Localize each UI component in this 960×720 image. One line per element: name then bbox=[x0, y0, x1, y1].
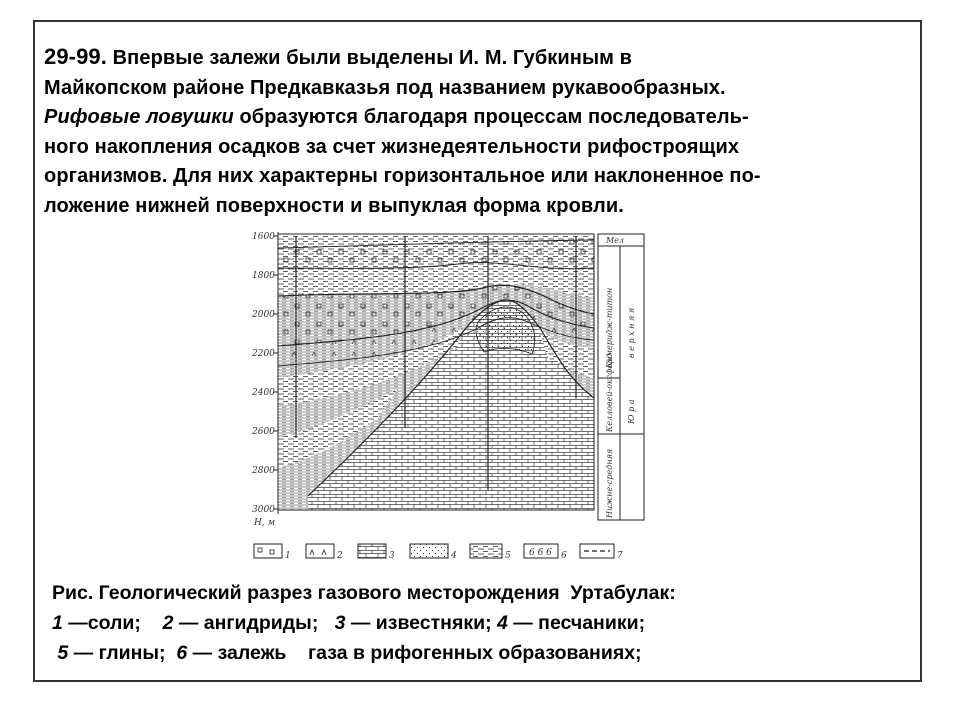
stratigraphic-column bbox=[598, 234, 644, 520]
strat-callov-label: Келловей-оксфорд bbox=[605, 353, 614, 432]
figure-legend bbox=[254, 544, 623, 561]
caption-line-2: 1 —соли; 2 — ангидриды; 3 — известняки; 4 — песчаники; bbox=[52, 612, 646, 634]
legend-number: 3 bbox=[389, 551, 395, 561]
section-number: 29-99. bbox=[44, 44, 107, 69]
intro-line-1: 29-99. Впервые залежи были выделены И. М. Губкиным в bbox=[44, 44, 633, 69]
figure-caption bbox=[52, 578, 892, 668]
geologic-section-drawing bbox=[248, 228, 648, 564]
depth-tick-label: 2200 bbox=[252, 349, 275, 359]
section-body bbox=[278, 234, 594, 510]
legend-number: 7 bbox=[617, 551, 623, 561]
caption-title: Рис. Геологический разрез газового месторождения Уртабулак: bbox=[52, 582, 676, 604]
depth-tick-label: 1800 bbox=[252, 271, 275, 281]
depth-tick-label: 2000 bbox=[252, 310, 275, 320]
legend-number: 5 bbox=[505, 551, 511, 561]
caption-line-3: 5 — глины; 6 — залежь газа в рифогенных образованиях; bbox=[52, 642, 642, 664]
depth-tick-label: 2800 bbox=[252, 466, 275, 476]
strat-upper-label: в е р х н я я bbox=[627, 307, 636, 358]
intro-line-5: организмов. Для них характерны горизонтальное или наклоненное по- bbox=[44, 165, 761, 187]
strat-middle-label: Нижне-средняя bbox=[605, 448, 614, 518]
intro-line-2: Майкопском районе Предкавказья под названием рукавообразных. bbox=[44, 76, 726, 99]
legend-number: 1 bbox=[285, 551, 291, 561]
strat-top-label: Мел bbox=[606, 236, 625, 245]
depth-axis bbox=[251, 232, 278, 528]
legend-number: 4 bbox=[451, 551, 457, 561]
intro-paragraph bbox=[44, 42, 894, 221]
depth-tick-label: 1600 bbox=[252, 232, 275, 242]
intro-line-3: Рифовые ловушки образуются благодаря процессам последователь- bbox=[44, 106, 749, 128]
intro-line-6: ложение нижней поверхности и выпуклая форма кровли. bbox=[44, 194, 624, 217]
depth-unit-label: Н, м bbox=[254, 518, 276, 528]
strat-jura-label: Ю р а bbox=[627, 399, 636, 424]
depth-tick-label: 2400 bbox=[252, 388, 275, 398]
strat-kimeridge-label: Кимеридж-титон bbox=[605, 287, 614, 368]
geologic-section-figure bbox=[248, 228, 648, 564]
depth-tick-label: 3000 bbox=[252, 505, 275, 515]
legend-number: 2 bbox=[337, 551, 343, 561]
svg-text:6 6 6: 6 6 6 bbox=[529, 548, 552, 558]
reef-traps-term: Рифовые ловушки bbox=[44, 106, 234, 128]
legend-number: 6 bbox=[561, 551, 567, 561]
intro-line-4: ного накопления осадков за счет жизнедеятельности рифостроящих bbox=[44, 135, 740, 158]
depth-tick-label: 2600 bbox=[252, 427, 275, 437]
